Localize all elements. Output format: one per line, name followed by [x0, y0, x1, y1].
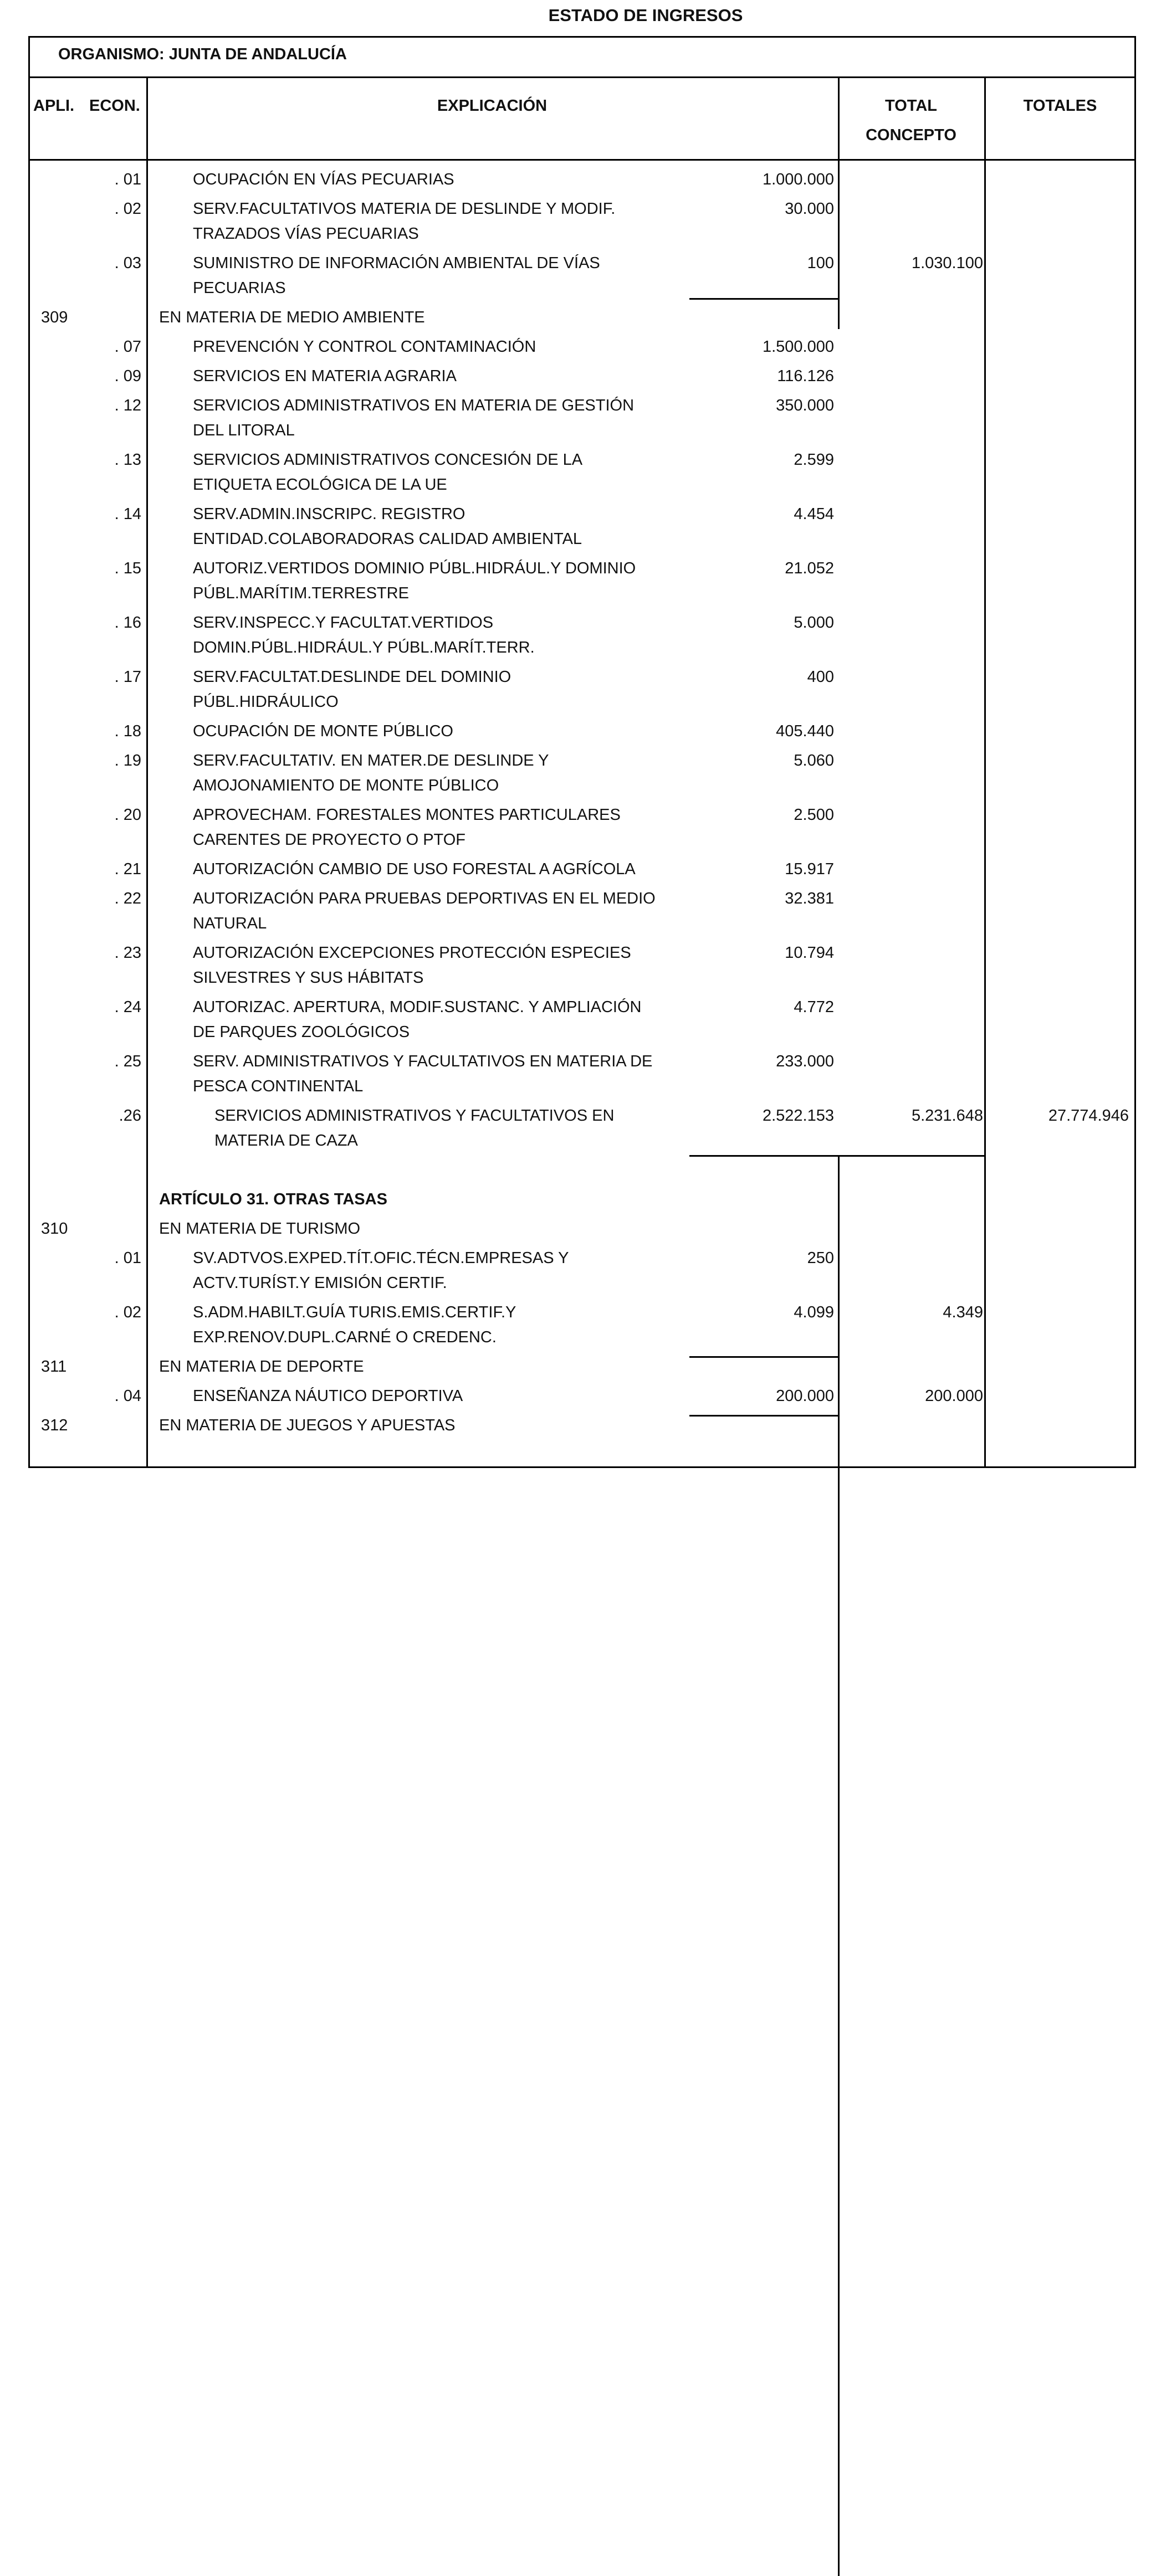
concept-description: AUTORIZACIÓN EXCEPCIONES PROTECCIÓN ESPECIES: [193, 944, 631, 962]
concept-description: OCUPACIÓN EN VÍAS PECUARIAS: [193, 171, 454, 188]
concept-amount: 250: [807, 1249, 834, 1267]
table-row: [0, 1049, 1151, 1104]
concept-amount: 4.099: [794, 1304, 834, 1321]
concept-description: SUMINISTRO DE INFORMACIÓN AMBIENTAL DE VÍAS: [193, 254, 600, 272]
total-concepto: 1.030.100: [911, 254, 983, 272]
table-row: [0, 857, 1151, 886]
header-concepto: CONCEPTO: [866, 126, 956, 144]
table-row: [0, 886, 1151, 941]
concept-description: EXP.RENOV.DUPL.CARNÉ O CREDENC.: [193, 1328, 497, 1346]
concept-description: PÚBL.HIDRÁULICO: [193, 693, 339, 711]
concept-description: SERV.INSPECC.Y FACULTAT.VERTIDOS: [193, 614, 494, 632]
totales: 27.774.946: [1048, 1107, 1129, 1125]
concept-amount: 2.599: [794, 451, 834, 469]
econ-code: . 14: [114, 505, 141, 523]
table-row: [0, 167, 1151, 197]
apli-code: 311: [41, 1358, 67, 1376]
concept-description: ACTV.TURÍST.Y EMISIÓN CERTIF.: [193, 1274, 447, 1292]
concept-description: SILVESTRES Y SUS HÁBITATS: [193, 969, 424, 987]
concept-amount: 2.500: [794, 806, 834, 824]
econ-code: . 15: [114, 560, 141, 577]
table-row: [0, 719, 1151, 748]
econ-code: . 01: [114, 171, 141, 188]
econ-code: . 04: [114, 1387, 141, 1405]
table-row: [0, 803, 1151, 857]
concept-amount: 10.794: [785, 944, 834, 962]
concept-amount: 32.381: [785, 890, 834, 907]
concept-description: SERV.FACULTAT.DESLINDE DEL DOMINIO: [193, 668, 511, 686]
table-row: [0, 448, 1151, 502]
concept-description: AUTORIZACIÓN CAMBIO DE USO FORESTAL A AGRÍCOLA: [193, 860, 636, 878]
article-title: ARTÍCULO 31. OTRAS TASAS: [159, 1190, 387, 1208]
concept-description: ENTIDAD.COLABORADORAS CALIDAD AMBIENTAL: [193, 530, 582, 548]
concept-description: SV.ADTVOS.EXPED.TÍT.OFIC.TÉCN.EMPRESAS Y: [193, 1249, 569, 1267]
table-row: [0, 610, 1151, 665]
concept-amount: 4.454: [794, 505, 834, 523]
concept-description: DEL LITORAL: [193, 422, 295, 439]
concept-description: SERVICIOS ADMINISTRATIVOS EN MATERIA DE GESTIÓN: [193, 397, 635, 414]
concept-description: OCUPACIÓN DE MONTE PÚBLICO: [193, 722, 453, 740]
concept-description: PECUARIAS: [193, 279, 286, 297]
concept-description: SERVICIOS EN MATERIA AGRARIA: [193, 367, 457, 385]
concept-description: APROVECHAM. FORESTALES MONTES PARTICULARES: [193, 806, 621, 824]
econ-code: . 21: [114, 860, 141, 878]
table-row: [0, 1187, 1151, 1217]
concept-amount: 350.000: [776, 397, 834, 414]
table-row: [0, 1300, 1151, 1354]
total-concepto: 5.231.648: [911, 1107, 983, 1125]
econ-code: . 02: [114, 200, 141, 218]
econ-code: . 07: [114, 338, 141, 356]
table-row: [0, 995, 1151, 1049]
econ-code: . 25: [114, 1053, 141, 1070]
econ-code: . 13: [114, 451, 141, 469]
concept-amount: 1.500.000: [762, 338, 834, 356]
econ-code: . 02: [114, 1304, 141, 1321]
concept-amount: 5.000: [794, 614, 834, 632]
econ-code: . 24: [114, 998, 141, 1016]
econ-code: . 22: [114, 890, 141, 907]
table-row: [0, 1413, 1151, 1443]
organismo-label: ORGANISMO: JUNTA DE ANDALUCÍA: [58, 45, 347, 63]
concept-description: TRAZADOS VÍAS PECUARIAS: [193, 225, 419, 243]
concept-description: SERV.FACULTATIVOS MATERIA DE DESLINDE Y MODIF.: [193, 200, 616, 218]
concept-amount: 100: [807, 254, 834, 272]
header-totales: TOTALES: [1023, 97, 1097, 115]
concept-description: SERV.FACULTATIV. EN MATER.DE DESLINDE Y: [193, 752, 549, 769]
concept-amount: 2.522.153: [762, 1107, 834, 1125]
apli-code: 309: [41, 309, 68, 326]
article-title: EN MATERIA DE JUEGOS Y APUESTAS: [159, 1417, 456, 1434]
concept-amount: 405.440: [776, 722, 834, 740]
econ-code: . 18: [114, 722, 141, 740]
concept-description: DOMIN.PÚBL.HIDRÁUL.Y PÚBL.MARÍT.TERR.: [193, 639, 535, 656]
header-apli: APLI.: [33, 97, 75, 115]
econ-code: . 09: [114, 367, 141, 385]
table-row: [0, 1217, 1151, 1246]
econ-code: . 23: [114, 944, 141, 962]
concept-description: PÚBL.MARÍTIM.TERRESTRE: [193, 584, 409, 602]
concept-description: SERV. ADMINISTRATIVOS Y FACULTATIVOS EN MATERIA DE: [193, 1053, 653, 1070]
apli-code: 312: [41, 1417, 68, 1434]
concept-description: PESCA CONTINENTAL: [193, 1077, 364, 1095]
concept-description: NATURAL: [193, 915, 267, 932]
econ-code: . 17: [114, 668, 141, 686]
table-row: [0, 335, 1151, 364]
concept-description: SERVICIOS ADMINISTRATIVOS CONCESIÓN DE LA: [193, 451, 583, 469]
table-row: [0, 305, 1151, 335]
apli-code: 310: [41, 1220, 68, 1238]
header-total: TOTAL: [885, 97, 937, 115]
concept-amount: 4.772: [794, 998, 834, 1016]
concept-amount: 15.917: [785, 860, 834, 878]
concept-description: SERVICIOS ADMINISTRATIVOS Y FACULTATIVOS EN: [214, 1107, 615, 1125]
concept-amount: 21.052: [785, 560, 834, 577]
document-title: ESTADO DE INGRESOS: [548, 6, 743, 25]
concept-description: DE PARQUES ZOOLÓGICOS: [193, 1023, 410, 1041]
concept-description: AMOJONAMIENTO DE MONTE PÚBLICO: [193, 777, 499, 794]
article-title: EN MATERIA DE MEDIO AMBIENTE: [159, 309, 425, 326]
econ-code: . 19: [114, 752, 141, 769]
concept-description: AUTORIZACIÓN PARA PRUEBAS DEPORTIVAS EN EL MEDIO: [193, 890, 656, 907]
concept-description: SERV.ADMIN.INSCRIPC. REGISTRO: [193, 505, 465, 523]
concept-description: S.ADM.HABILT.GUÍA TURIS.EMIS.CERTIF.Y: [193, 1304, 516, 1321]
table-row: [0, 502, 1151, 556]
concept-amount: 233.000: [776, 1053, 834, 1070]
table-row: [0, 364, 1151, 393]
concept-description: ETIQUETA ECOLÓGICA DE LA UE: [193, 476, 447, 494]
concept-description: AUTORIZAC. APERTURA, MODIF.SUSTANC. Y AMPLIACIÓN: [193, 998, 642, 1016]
table-row: [0, 748, 1151, 803]
org-divider: [28, 76, 1136, 78]
concept-amount: 5.060: [794, 752, 834, 769]
header-divider: [28, 159, 1136, 161]
table-row: [0, 197, 1151, 251]
table-row: [0, 251, 1151, 305]
econ-code: . 01: [114, 1249, 141, 1267]
table-row: [0, 556, 1151, 610]
concept-amount: 400: [807, 668, 834, 686]
total-concepto: 4.349: [943, 1304, 983, 1321]
header-explicacion: EXPLICACIÓN: [437, 97, 548, 115]
table-row: [0, 941, 1151, 995]
econ-code: .26: [119, 1107, 141, 1125]
concept-description: MATERIA DE CAZA: [214, 1132, 358, 1150]
table-row: [0, 1104, 1151, 1158]
table-row: [0, 1246, 1151, 1300]
concept-description: PREVENCIÓN Y CONTROL CONTAMINACIÓN: [193, 338, 536, 356]
table-row: [0, 665, 1151, 719]
article-title: EN MATERIA DE DEPORTE: [159, 1358, 364, 1376]
total-concepto: 200.000: [925, 1387, 983, 1405]
table-row: [0, 393, 1151, 448]
table-row: [0, 1354, 1151, 1384]
concept-amount: 200.000: [776, 1387, 834, 1405]
econ-code: . 20: [114, 806, 141, 824]
concept-amount: 30.000: [785, 200, 834, 218]
header-econ: ECON.: [89, 97, 140, 115]
econ-code: . 16: [114, 614, 141, 632]
concept-description: AUTORIZ.VERTIDOS DOMINIO PÚBL.HIDRÁUL.Y DOMINIO: [193, 560, 636, 577]
econ-code: . 12: [114, 397, 141, 414]
econ-code: . 03: [114, 254, 141, 272]
concept-description: CARENTES DE PROYECTO O PTOF: [193, 831, 466, 849]
concept-amount: 116.126: [777, 367, 834, 385]
concept-description: ENSEÑANZA NÁUTICO DEPORTIVA: [193, 1387, 463, 1405]
table-row: [0, 1384, 1151, 1413]
article-title: EN MATERIA DE TURISMO: [159, 1220, 361, 1238]
concept-amount: 1.000.000: [762, 171, 834, 188]
